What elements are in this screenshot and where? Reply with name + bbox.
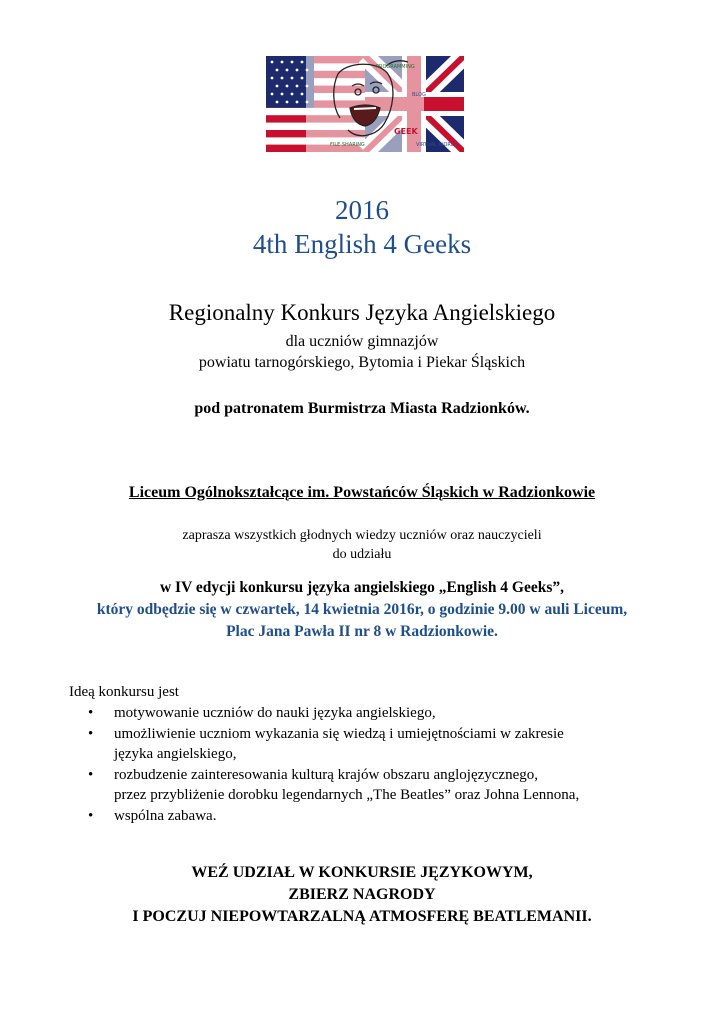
list-item-text-continued: przez przybliżenie dorobku legendarnych „The Beatles” oraz Johna Lennona, xyxy=(114,787,580,803)
idea-list xyxy=(88,703,668,826)
event-title: 4th English 4 Geeks xyxy=(252,229,472,259)
bullet-icon: • xyxy=(88,766,94,783)
closing-line-3: I POCZUJ NIEPOWTARZALNĄ ATMOSFERĘ BEATLEMANII. xyxy=(132,908,592,925)
list-item-text: wspólna zabawa. xyxy=(114,807,217,824)
bullet-icon: • xyxy=(88,807,94,824)
list-item-text: rozbudzenie zainteresowania kulturą krajów obszaru anglojęzycznego, xyxy=(114,766,538,783)
edition-line-2: który odbędzie się w czwartek, 14 kwietnia 2016r, o godzinie 9.00 w auli Liceum, xyxy=(96,601,628,618)
list-item-text-continued: języka angielskiego, xyxy=(114,746,237,762)
event-year: 2016 xyxy=(335,195,389,225)
bullet-icon: • xyxy=(88,705,94,721)
school-name: Liceum Ogólnokształcące im. Powstańców Śląskich w Radzionkowie xyxy=(128,484,596,501)
geek-flags-logo xyxy=(266,56,464,152)
invitation-line-2: do udziału xyxy=(332,547,392,562)
list-item xyxy=(88,703,668,724)
edition-line-1: w IV edycji konkursu języka angielskiego „English 4 Geeks”, xyxy=(159,579,565,596)
logo-word-file-sharing: FILE SHARING xyxy=(330,142,365,148)
logo-word-blog: BLOG xyxy=(412,92,426,98)
edition-line-3: Plac Jana Pawła II nr 8 w Radzionkowie. xyxy=(226,623,498,640)
list-item xyxy=(88,765,668,806)
list-item xyxy=(88,724,668,765)
contest-name: Regionalny Konkurs Języka Angielskiego xyxy=(168,300,556,325)
list-item xyxy=(88,806,668,827)
logo-word-programming: PROGRAMMING xyxy=(376,64,415,70)
idea-intro: Ideą konkursu jest xyxy=(69,684,179,700)
bullet-icon: • xyxy=(88,725,94,742)
logo-word-geek: GEEK xyxy=(394,127,418,136)
closing-line-2: ZBIERZ NAGRODY xyxy=(288,886,436,903)
invitation-line-1: zaprasza wszystkich głodnych wiedzy uczniów oraz nauczycieli xyxy=(182,528,542,543)
closing-line-1: WEŹ UDZIAŁ W KONKURSIE JĘZYKOWYM, xyxy=(191,864,533,881)
list-item-text: motywowanie uczniów do nauki języka angielskiego, xyxy=(114,705,436,721)
audience-line-1: dla uczniów gimnazjów xyxy=(285,333,439,350)
logo-word-virtual-world: VIRTUAL WORLD xyxy=(416,142,458,148)
patronage-line: pod patronatem Burmistrza Miasta Radzionków. xyxy=(194,400,530,417)
list-item-text: umożliwienie uczniom wykazania się wiedzą i umiejętnościami w zakresie xyxy=(114,725,564,742)
audience-line-2: powiatu tarnogórskiego, Bytomia i Piekar Śląskich xyxy=(198,354,526,371)
